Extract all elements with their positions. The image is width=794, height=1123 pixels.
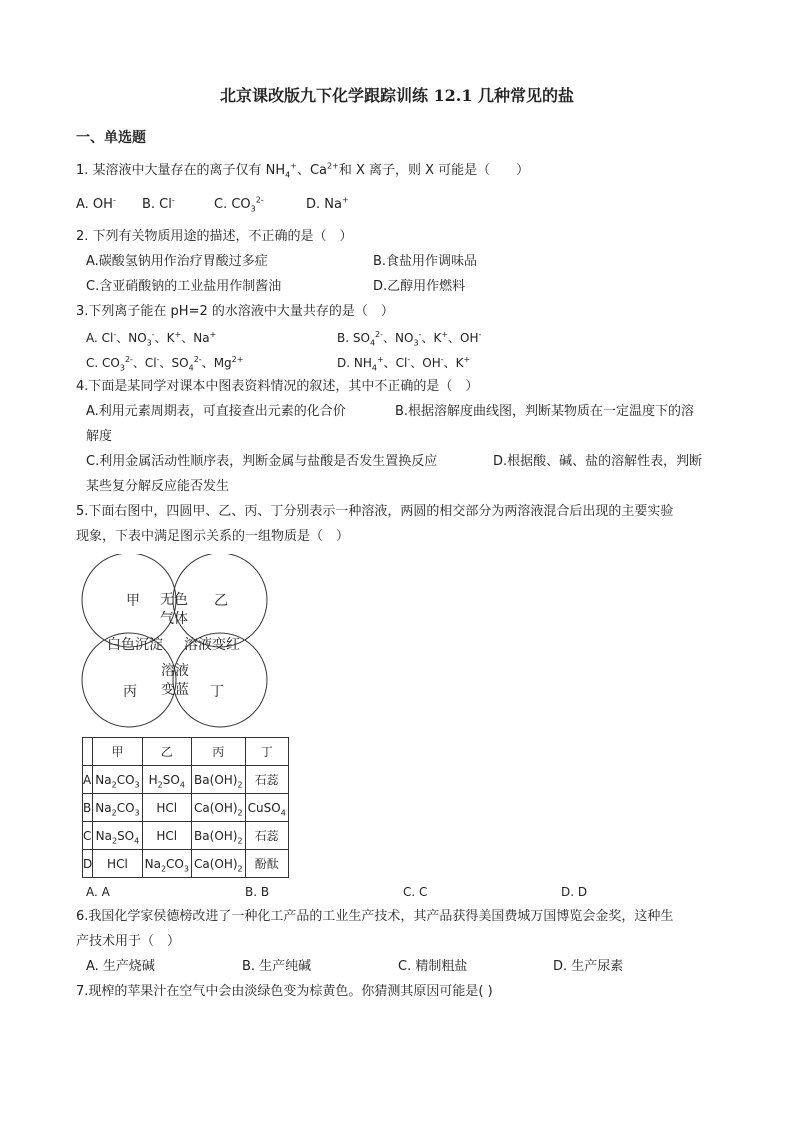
label-lan-1: 溶液 xyxy=(161,663,189,679)
table-cell: $Ba(OH)_2$ xyxy=(191,822,245,850)
label-lan-2: 变蓝 xyxy=(161,682,189,698)
q1-option-d: D. Na+ xyxy=(306,195,349,212)
label-bing: 丙 xyxy=(123,684,137,700)
q3-option-d: D. $NH_4^+$、Cl-、OH-、K+ xyxy=(337,355,471,373)
q4-option-b-line1: B.根据溶解度曲线图，判断某物质在一定温度下的溶 xyxy=(395,404,695,419)
q2-option-b: B.食盐用作调味品 xyxy=(373,254,478,269)
label-ding: 丁 xyxy=(210,684,224,700)
label-yi: 乙 xyxy=(214,593,228,609)
q1-option-a: A. OH- xyxy=(76,195,116,212)
row-label: A xyxy=(83,766,93,794)
row-label: C xyxy=(83,822,93,850)
q6-option-c: C. 精制粗盐 xyxy=(398,959,468,974)
q4-option-d-line2: 某些复分解反应能否发生 xyxy=(86,479,230,494)
question-6-stem-line2: 产技术用于（ ） xyxy=(76,934,181,949)
question-5-stem-line2: 现象，下表中满足图示关系的一组物质是（ ） xyxy=(76,529,350,544)
q1-option-c: C. $CO_3^{2-}$ xyxy=(214,195,264,214)
table-row xyxy=(83,766,289,794)
q2-option-a: A.碳酸氢钠用作治疗胃酸过多症 xyxy=(86,254,268,269)
q5-option-c: C. C xyxy=(403,885,428,899)
table-cell: HCl xyxy=(142,794,191,822)
q5-table xyxy=(82,737,289,878)
table-row xyxy=(83,822,289,850)
table-cell: 石蕊 xyxy=(245,766,288,794)
label-hong: 溶液变红 xyxy=(184,637,240,653)
q5-option-d: D. D xyxy=(561,885,588,899)
table-row xyxy=(83,850,289,878)
table-cell: HCl xyxy=(142,822,191,850)
question-6-stem-line1: 6.我国化学家侯德榜改进了一种化工产品的工业生产技术，其产品获得美国费城万国博览会金奖，这种生 xyxy=(76,909,674,924)
table-cell: $H_2SO_4$ xyxy=(142,766,191,794)
table-cell: 石蕊 xyxy=(245,822,288,850)
table-cell: $Ca(OH)_2$ xyxy=(191,850,245,878)
question-1-stem: 1. 某溶液中大量存在的离子仅有 $NH_4^+$、$Ca^{2+}$和 X 离子，则 X 可能是（ ） xyxy=(76,161,530,180)
question-5-stem-line1: 5.下面右图中，四圆甲、乙、丙、丁分别表示一种溶液，两圆的相交部分为两溶液混合后出现的主要实验 xyxy=(76,504,674,519)
header-cell: 乙 xyxy=(142,738,191,766)
table-cell: HCl xyxy=(93,850,142,878)
header-cell: 甲 xyxy=(93,738,142,766)
question-3-stem: 3.下列离子能在 pH=2 的水溶液中大量共存的是（ ） xyxy=(76,304,394,319)
table-cell: $Na_2CO_3$ xyxy=(142,850,191,878)
table-cell: $Ca(OH)_2$ xyxy=(191,794,245,822)
table-header-row xyxy=(83,738,289,766)
q6-option-a: A. 生产烧碱 xyxy=(86,959,155,974)
q3-option-a: A. Cl-、$NO_3^-$、K+、Na+ xyxy=(86,330,217,348)
q4-option-c: C.利用金属活动性顺序表，判断金属与盐酸是否发生置换反应 xyxy=(86,454,438,469)
q2-option-c: C.含亚硝酸钠的工业盐用作制酱油 xyxy=(86,279,282,294)
section-heading: 一、单选题 xyxy=(76,130,146,146)
q5-option-b: B. B xyxy=(245,885,270,899)
table-row xyxy=(83,794,289,822)
q6-option-b: B. 生产纯碱 xyxy=(242,959,312,974)
q4-option-d-line1: D.根据酸、碱、盐的溶解性表，判断 xyxy=(493,454,703,469)
table-cell: CuSO$_4$ xyxy=(245,794,288,822)
label-wuse-1: 无色 xyxy=(160,592,188,608)
q5-option-a: A. A xyxy=(86,885,110,899)
label-jia: 甲 xyxy=(126,593,140,609)
question-7-stem: 7.现榨的苹果汁在空气中会由淡绿色变为棕黄色。你猜测其原因可能是( ) xyxy=(76,984,493,999)
table-cell: $Na_2CO_3$ xyxy=(93,766,142,794)
q3-option-b: B. $SO_4^{2-}$、$NO_3^-$、K+、OH- xyxy=(337,330,482,348)
label-baise: 白色沉淀 xyxy=(107,637,163,653)
header-cell: 丙 xyxy=(191,738,245,766)
label-wuse-2: 气体 xyxy=(160,611,188,627)
q4-option-b-line2: 解度 xyxy=(86,429,113,444)
row-label: D xyxy=(83,850,93,878)
q4-option-a: A.利用元素周期表，可直接查出元素的化合价 xyxy=(86,404,346,419)
q3-option-c: C. $CO_3^{2-}$、Cl-、$SO_4^{2-}$、$Mg^{2+}$ xyxy=(86,355,244,373)
q1-option-b: B. Cl- xyxy=(142,195,175,212)
table-cell: 酚酞 xyxy=(245,850,288,878)
header-cell: 丁 xyxy=(245,738,288,766)
table-cell: $Na_2SO_4$ xyxy=(93,822,142,850)
page-title: 北京课改版九下化学跟踪训练 12.1 几种常见的盐 xyxy=(219,86,575,105)
q6-option-d: D. 生产尿素 xyxy=(553,959,624,974)
question-2-stem: 2. 下列有关物质用途的描述，不正确的是（ ） xyxy=(76,229,353,244)
venn-diagram xyxy=(78,554,278,734)
table-cell: $Ba(OH)_2$ xyxy=(191,766,245,794)
question-4-stem: 4.下面是某同学对课本中图表资料情况的叙述，其中不正确的是（ ） xyxy=(76,379,479,394)
q2-option-d: D.乙醇用作燃料 xyxy=(373,279,466,294)
row-label: B xyxy=(83,794,93,822)
table-cell: $Na_2CO_3$ xyxy=(93,794,142,822)
